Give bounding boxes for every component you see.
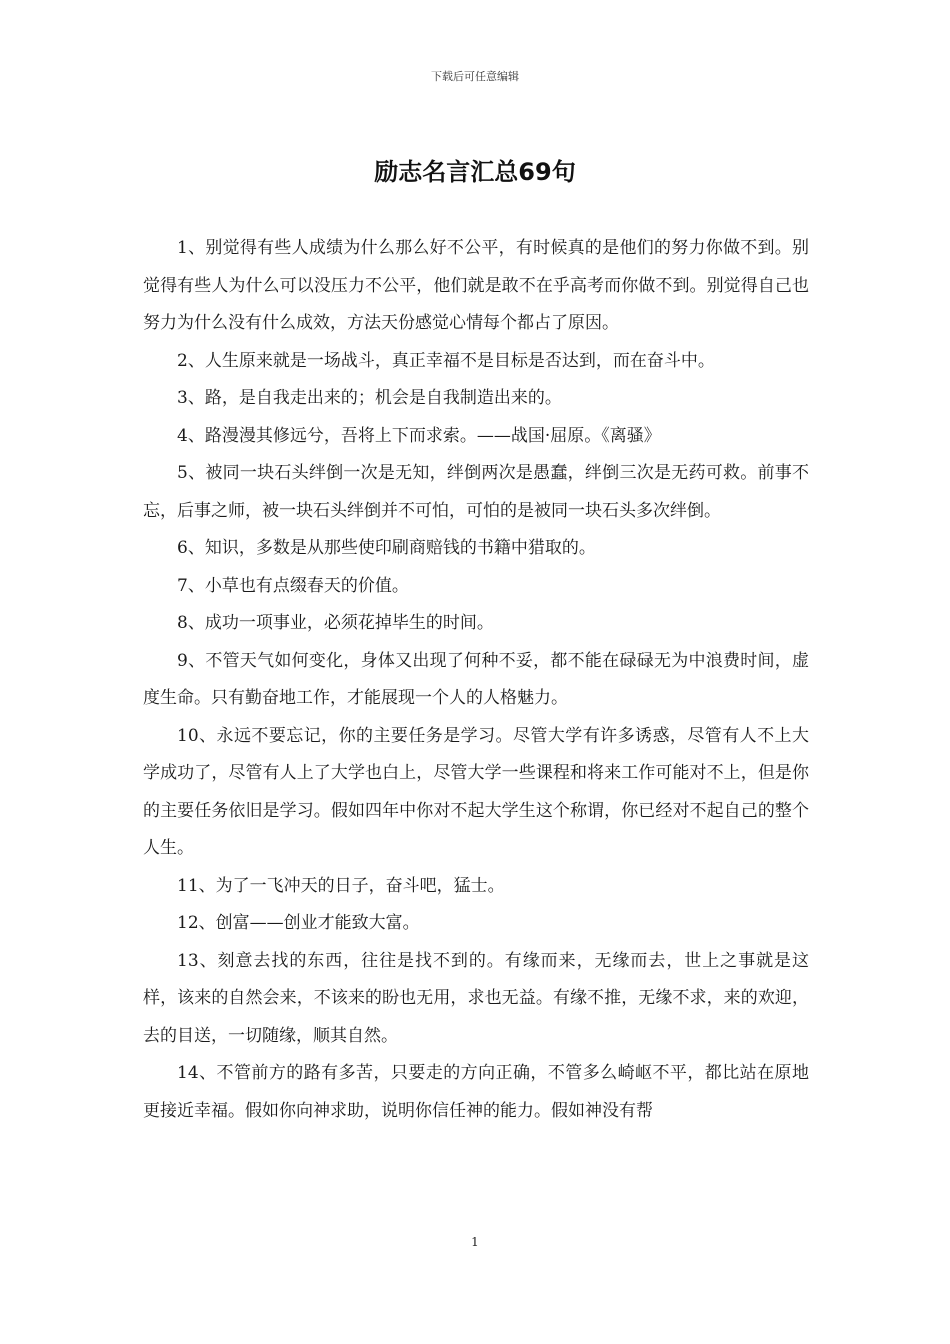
quote-paragraph-5: 5、被同一块石头绊倒一次是无知，绊倒两次是愚蠢，绊倒三次是无药可救。前事不忘，后事之师，被一块石头绊倒并不可怕，可怕的是被同一块石头多次绊倒。 — [143, 463, 809, 521]
quote-paragraph-8: 8、成功一项事业，必须花掉毕生的时间。 — [177, 613, 494, 633]
quote-paragraph-7: 7、小草也有点缀春天的价值。 — [177, 575, 409, 596]
page-header: 下载后可任意编辑 — [431, 70, 519, 83]
quote-paragraph-4: 4、路漫漫其修远兮，吾将上下而求索。——战国·屈原。《离骚》 — [177, 425, 661, 446]
page-number: 1 — [471, 1235, 479, 1249]
quote-paragraph-3: 3、路，是自我走出来的；机会是自我制造出来的。 — [177, 388, 562, 408]
quote-paragraph-12: 12、创富——创业才能致大富。 — [177, 913, 420, 933]
quote-paragraph-1: 1、别觉得有些人成绩为什么那么好不公平，有时候真的是他们的努力你做不到。别觉得有些人为什么可以没压力不公平，他们就是敢不在乎高考而你做不到。别觉得自己也努力为什么没有什么成效，方法天份感觉心情每个都占了原因。 — [143, 238, 809, 333]
quote-paragraph-10: 10、永远不要忘记，你的主要任务是学习。尽管大学有许多诱惑，尽管有人不上大学成功了，尽管有人上了大学也白上，尽管大学一些课程和将来工作可能对不上，但是你的主要任务依旧是学习。假如四年中你对不起大学生这个称谓，你已经对不起自己的整个人生。 — [143, 725, 809, 858]
document-title: 励志名言汇总69句 — [374, 158, 576, 186]
quote-paragraph-11: 11、为了一飞冲天的日子，奋斗吧，猛士。 — [177, 875, 505, 896]
quote-paragraph-13: 13、刻意去找的东西，往往是找不到的。有缘而来，无缘而去，世上之事就是这样，该来的自然会来，不该来的盼也无用，求也无益。有缘不推，无缘不求，来的欢迎，去的目送，一切随缘，顺其自然。 — [143, 950, 809, 1046]
quote-paragraph-9: 9、不管天气如何变化，身体又出现了何种不妥，都不能在碌碌无为中浪费时间，虚度生命。只有勤奋地工作，才能展现一个人的人格魅力。 — [143, 650, 809, 708]
quote-paragraph-6: 6、知识，多数是从那些使印刷商赔钱的书籍中猎取的。 — [177, 538, 596, 558]
document-body — [143, 230, 809, 1130]
quote-paragraph-14: 14、不管前方的路有多苦，只要走的方向正确，不管多么崎岖不平，都比站在原地更接近幸福。假如你向神求助，说明你信任神的能力。假如神没有帮 — [143, 1063, 809, 1121]
quote-paragraph-2: 2、人生原来就是一场战斗，真正幸福不是目标是否达到，而在奋斗中。 — [177, 350, 715, 371]
